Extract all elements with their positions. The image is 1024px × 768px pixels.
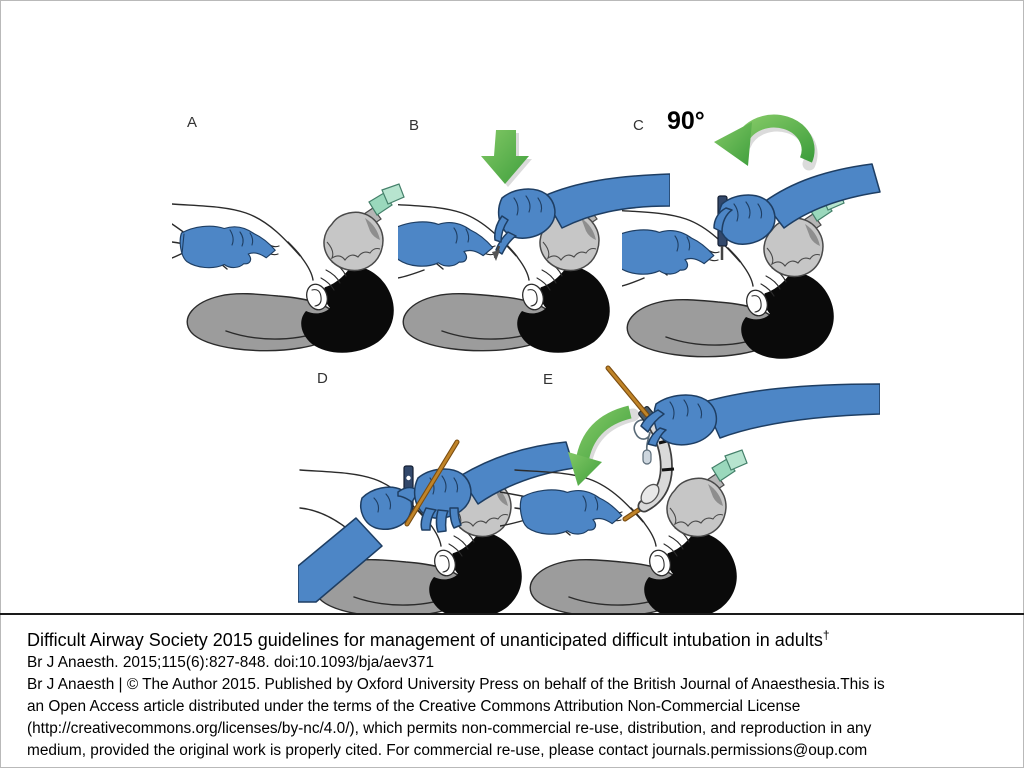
pilot-balloon [643, 450, 651, 464]
panel-label-e: E [543, 371, 554, 388]
curved-arrow-icon [568, 412, 633, 486]
license-line: medium, provided the original work is properly cited. For commercial re-use, please contact journals.permissions@oup.com [27, 742, 868, 759]
stabilizing-glove-hand [398, 222, 493, 278]
license-text [27, 674, 997, 762]
caption-divider [0, 613, 1024, 615]
license-line: Br J Anaesth | © The Author 2015. Published by Oxford University Press on behalf of the British Journal of Anaesthesia.This is [27, 676, 885, 693]
panel-label-a: A [187, 114, 198, 131]
citation-line: Br J Anaesth. 2015;115(6):827-848. doi:10.1093/bja/aev371 [27, 654, 435, 671]
panel-c-illustration [622, 108, 894, 360]
palpating-glove-hand [172, 224, 275, 268]
license-line: (http://creativecommons.org/licenses/by-nc/4.0/), which permits non-commercial re-use, distribution, and reproduction in any [27, 720, 872, 737]
title-dagger: † [822, 628, 830, 642]
panel-label-c: C [633, 117, 645, 134]
figure-title [27, 624, 997, 652]
figure-title-text: Difficult Airway Society 2015 guidelines for management of unanticipated difficult intubation in adults [27, 630, 823, 650]
panel-e-illustration [500, 358, 880, 613]
stabilizing-glove-hand [500, 490, 622, 534]
panel-label-b: B [409, 117, 420, 134]
tube-glove-hand [641, 384, 880, 446]
down-arrow-icon [481, 130, 532, 187]
rotation-angle-label: 90° [667, 107, 705, 135]
stabilizing-glove-hand [622, 230, 714, 286]
rotation-arrow-icon [714, 121, 811, 166]
panel-label-d: D [317, 370, 329, 387]
caption [27, 624, 997, 762]
patient-figure [172, 184, 404, 353]
license-line: an Open Access article distributed under the terms of the Creative Commons Attribution Non-Commercial License [27, 698, 801, 715]
